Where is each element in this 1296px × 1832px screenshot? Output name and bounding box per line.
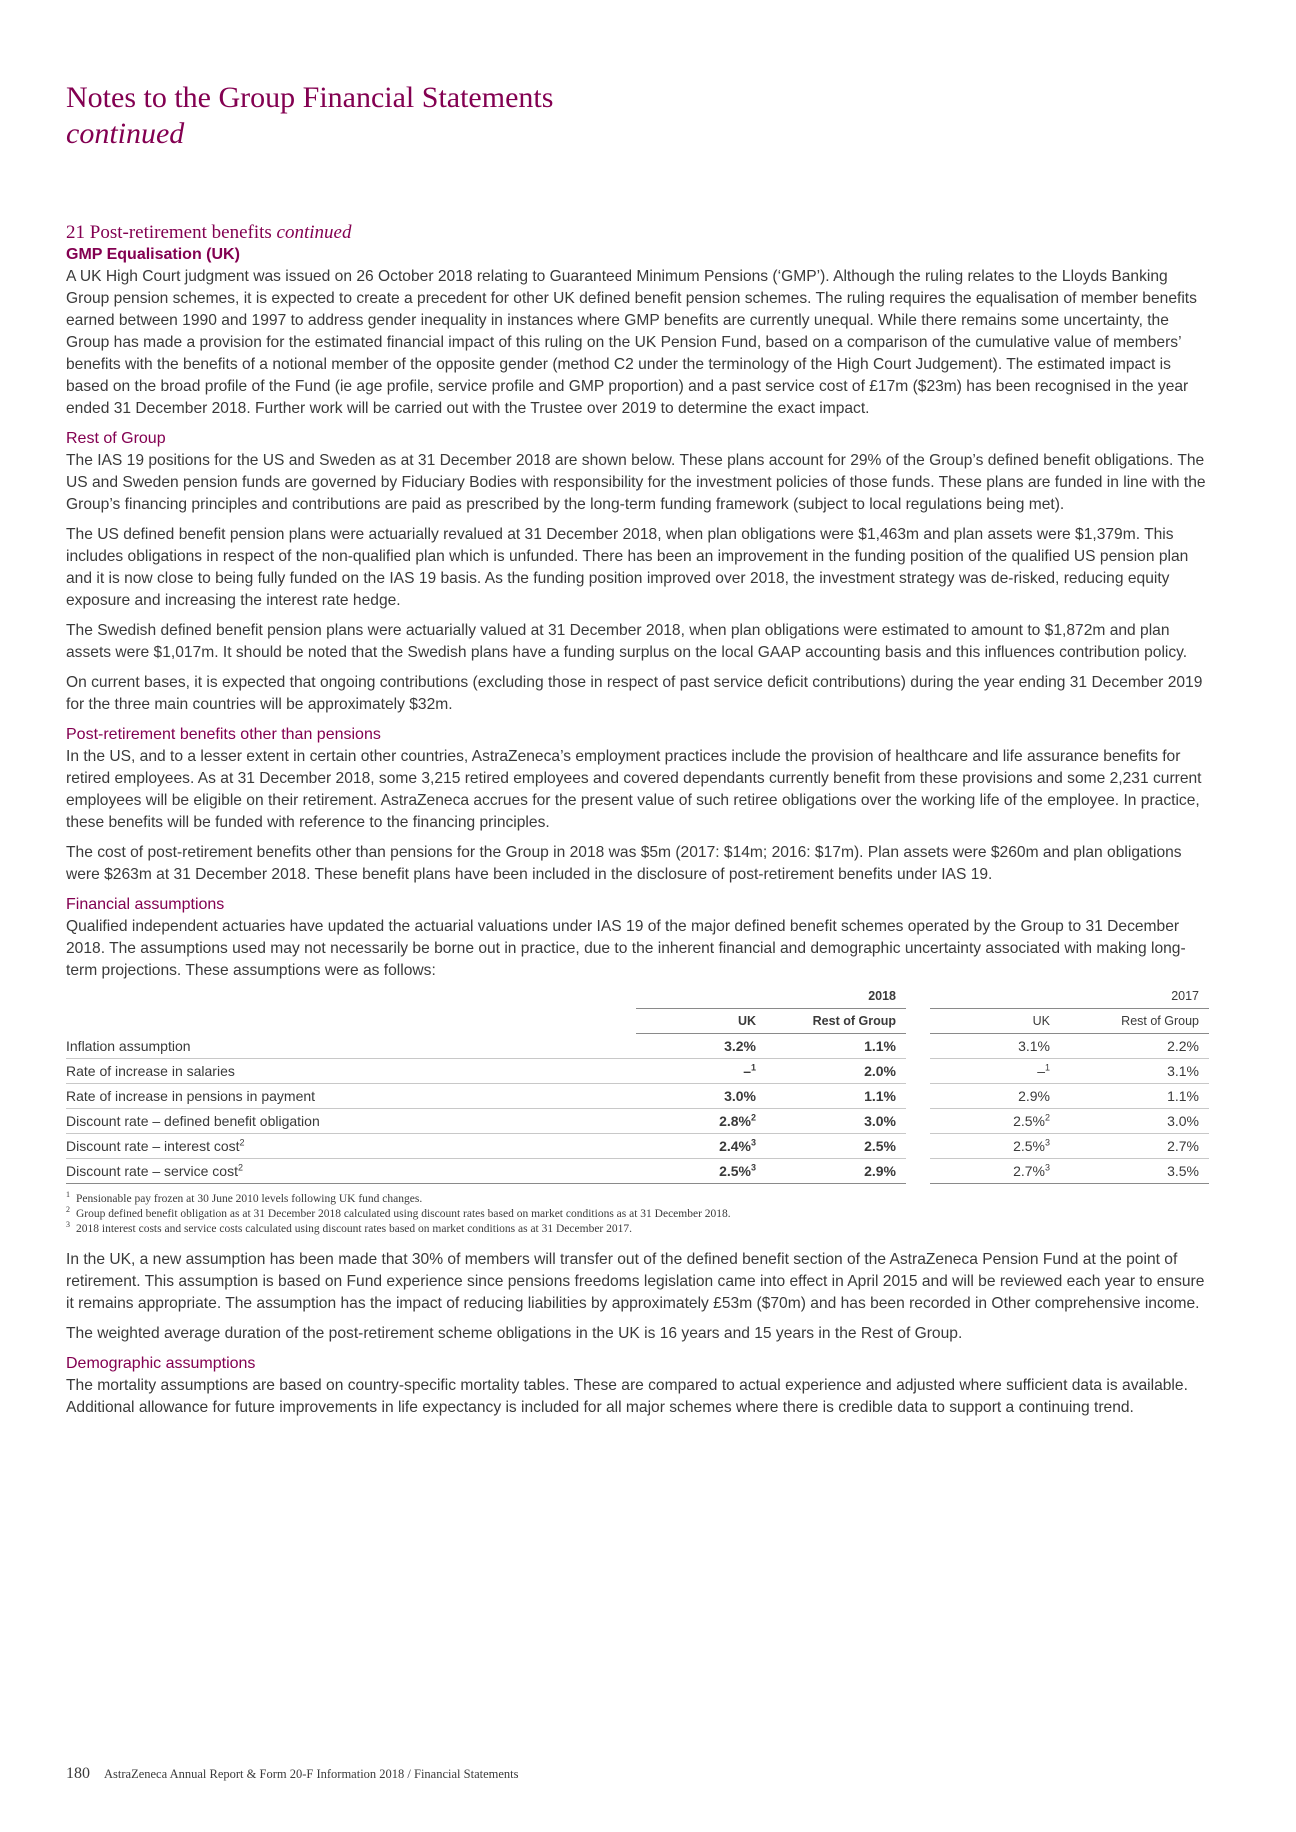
table-row	[66, 1034, 1209, 1059]
gmp-paragraph: A UK High Court judgment was issued on 26 October 2018 relating to Guaranteed Minimum Pensions (‘GMP’). Although the ruling relates to the Lloyds Banking Group pension schemes, it is expected to create a precedent for other UK defined benefit pension schemes. The ruling requires the equalisation of member benefits earned between 1990 and 1997 to address gender inequality in instances where GMP benefits are currently unequal. While there remains some uncertainty, the Group has made a provision for the estimated financial impact of this ruling on the UK Pension Fund, based on a comparison of the cumulative value of members’ benefits with the benefits of a notional member of the opposite gender (method C2 under the terminology of the High Court Judgement). The estimated impact is based on the broad profile of the Fund (ie age profile, service profile and GMP proportion) and a past service cost of £17m ($23m) has been recognised in the year ended 31 December 2018. Further work will be carried out with the Trustee over 2019 to determine the exact impact.	[66, 268, 1197, 417]
section-number-title: 21 Post-retirement benefits	[66, 222, 272, 243]
cell-uk-2017: –$^1$	[930, 1059, 1060, 1084]
other-than-pensions-paragraph-1: In the US, and to a lesser extent in certain other countries, AstraZeneca’s employment practices include the provision of healthcare and life assurance benefits for retired employees. As at 31 December 2018, some 3,215 retired employees and covered dependants currently benefit from these provisions and some 2,231 current employees will be eligible on their retirement. AstraZeneca accrues for the present value of such retiree obligations over the working life of the employee. In practice, these benefits will be funded with reference to the financing principles.	[66, 748, 1202, 831]
cell-rog-2018: 2.5%	[766, 1134, 906, 1159]
demographic-assumptions-paragraph: The mortality assumptions are based on country-specific mortality tables. These are compared to actual experience and adjusted where sufficient data is available. Additional allowance for future improvements in life expectancy is included for all major schemes where there is credible data to support a continuing trend.	[66, 1377, 1188, 1416]
transfer-assumption-paragraph: In the UK, a new assumption has been made that 30% of members will transfer out of the defined benefit section of the AstraZeneca Pension Fund at the point of retirement. This assumption is based on Fund experience since pensions freedoms legislation came into effect in April 2015 and will be reviewed each year to ensure it remains appropriate. The assumption has the impact of reducing liabilities by approximately £53m ($70m) and has been recorded in Other comprehensive income.	[66, 1251, 1205, 1312]
table-row	[66, 1109, 1209, 1134]
column-gap	[906, 1134, 930, 1159]
table-row	[66, 1159, 1209, 1184]
rest-of-group-heading: Rest of Group	[66, 430, 166, 447]
rest-of-group-paragraph-2: The US defined benefit pension plans were actuarially revalued at 31 December 2018, when plan obligations were $1,463m and plan assets were $1,379m. This includes obligations in respect of the non-qualified plan which is unfunded. There has been an improvement in the funding position of the qualified US pension plan and it is now close to being fully funded on the IAS 19 basis. As the funding position improved over 2018, the investment strategy was de-risked, reducing equity exposure and increasing the interest rate hedge.	[66, 526, 1189, 609]
cell-rog-2018: 2.9%	[766, 1159, 906, 1184]
table-row	[66, 1084, 1209, 1109]
page-subtitle: continued	[66, 117, 185, 150]
column-gap	[906, 1034, 930, 1059]
demographic-assumptions-heading: Demographic assumptions	[66, 1355, 256, 1372]
row-label: Inflation assumption	[66, 1034, 636, 1059]
cell-rog-2017: 3.1%	[1060, 1059, 1209, 1084]
other-than-pensions-paragraph-2: The cost of post-retirement benefits other than pensions for the Group in 2018 was $5m (2017: $14m; 2016: $17m). Plan assets were $260m and plan obligations were $263m at 31 December 2018. These benefit plans have been included in the disclosure of post-retirement benefits under IAS 19.	[66, 844, 1182, 883]
cell-uk-2018: –$^1$	[636, 1059, 766, 1084]
year-2018-header: 2018	[636, 984, 906, 1009]
cell-uk-2018: 2.8%$^2$	[636, 1109, 766, 1134]
weighted-duration-paragraph: The weighted average duration of the post-retirement scheme obligations in the UK is 16 years and 15 years in the Rest of Group.	[66, 1325, 963, 1342]
column-gap	[906, 1059, 930, 1084]
col-rog-2018: Rest of Group	[766, 1009, 906, 1034]
cell-rog-2017: 2.2%	[1060, 1034, 1209, 1059]
other-than-pensions-heading: Post-retirement benefits other than pensions	[66, 726, 381, 743]
column-gap	[906, 1084, 930, 1109]
column-gap	[906, 1109, 930, 1134]
section-continued: continued	[276, 222, 352, 243]
cell-rog-2018: 3.0%	[766, 1109, 906, 1134]
cell-uk-2018: 2.5%$^3$	[636, 1159, 766, 1184]
cell-uk-2017: 2.5%$^3$	[930, 1134, 1060, 1159]
col-uk-2017: UK	[930, 1009, 1060, 1034]
footer-text: AstraZeneca Annual Report & Form 20-F Information 2018 / Financial Statements	[104, 1767, 519, 1781]
section-title	[66, 222, 1209, 244]
page-number: 180	[66, 1765, 90, 1782]
cell-uk-2018: 2.4%$^3$	[636, 1134, 766, 1159]
row-label: Discount rate – defined benefit obligation	[66, 1109, 636, 1134]
cell-rog-2018: 2.0%	[766, 1059, 906, 1084]
footnote: $^1$ Pensionable pay frozen at 30 June 2010 levels following UK fund changes.	[66, 1190, 423, 1205]
cell-rog-2018: 1.1%	[766, 1084, 906, 1109]
cell-rog-2017: 1.1%	[1060, 1084, 1209, 1109]
financial-assumptions-heading: Financial assumptions	[66, 896, 225, 913]
cell-rog-2017: 3.0%	[1060, 1109, 1209, 1134]
page-footer	[66, 1765, 519, 1783]
rest-of-group-paragraph-3: The Swedish defined benefit pension plans were actuarially valued at 31 December 2018, when plan obligations were estimated to amount to $1,872m and plan assets were $1,017m. It should be noted that the Swedish plans have a funding surplus on the local GAAP accounting basis and this influences contribution policy.	[66, 622, 1188, 661]
rest-of-group-paragraph-4: On current bases, it is expected that ongoing contributions (excluding those in respect of past service deficit contributions) during the year ending 31 December 2019 for the three main countries will be approximately $32m.	[66, 674, 1203, 713]
cell-uk-2018: 3.2%	[636, 1034, 766, 1059]
page-header	[66, 80, 553, 152]
cell-uk-2017: 2.5%$^2$	[930, 1109, 1060, 1134]
rest-of-group-paragraph-1: The IAS 19 positions for the US and Sweden as at 31 December 2018 are shown below. These plans account for 29% of the Group’s defined benefit obligations. The US and Sweden pension funds are governed by Fiduciary Bodies with responsibility for the investment policies of those funds. These plans are funded in line with the Group’s financing principles and contributions are paid as prescribed by the long-term funding framework (subject to local regulations being met).	[66, 452, 1206, 513]
column-gap	[906, 1159, 930, 1184]
page-title: Notes to the Group Financial Statements	[66, 81, 554, 114]
assumptions-table	[66, 984, 1209, 1184]
footnote: $^3$ 2018 interest costs and service costs calculated using discount rates based on market conditions as at 31 December 2017.	[66, 1220, 632, 1235]
footnotes	[66, 1192, 1209, 1237]
main-content	[66, 222, 1209, 1427]
footnote: $^2$ Group defined benefit obligation as at 31 December 2018 calculated using discount rates based on market conditions as at 31 December 2018.	[66, 1205, 731, 1220]
cell-uk-2018: 3.0%	[636, 1084, 766, 1109]
table-row	[66, 1134, 1209, 1159]
year-2017-header: 2017	[930, 984, 1209, 1009]
cell-rog-2018: 1.1%	[766, 1034, 906, 1059]
col-rog-2017: Rest of Group	[1060, 1009, 1209, 1034]
cell-uk-2017: 2.7%$^3$	[930, 1159, 1060, 1184]
cell-uk-2017: 2.9%	[930, 1084, 1060, 1109]
row-label: Discount rate – interest cost$^2$	[66, 1134, 636, 1159]
cell-rog-2017: 3.5%	[1060, 1159, 1209, 1184]
row-label: Rate of increase in pensions in payment	[66, 1084, 636, 1109]
row-label: Rate of increase in salaries	[66, 1059, 636, 1084]
cell-rog-2017: 2.7%	[1060, 1134, 1209, 1159]
row-label: Discount rate – service cost$^2$	[66, 1159, 636, 1184]
financial-assumptions-paragraph: Qualified independent actuaries have updated the actuarial valuations under IAS 19 of the major defined benefit schemes operated by the Group to 31 December 2018. The assumptions used may not necessarily be borne out in practice, due to the inherent financial and demographic uncertainty associated with making long-term projections. These assumptions were as follows:	[66, 918, 1186, 979]
table-row	[66, 1059, 1209, 1084]
gmp-heading: GMP Equalisation (UK)	[66, 246, 240, 263]
col-uk-2018: UK	[636, 1009, 766, 1034]
cell-uk-2017: 3.1%	[930, 1034, 1060, 1059]
